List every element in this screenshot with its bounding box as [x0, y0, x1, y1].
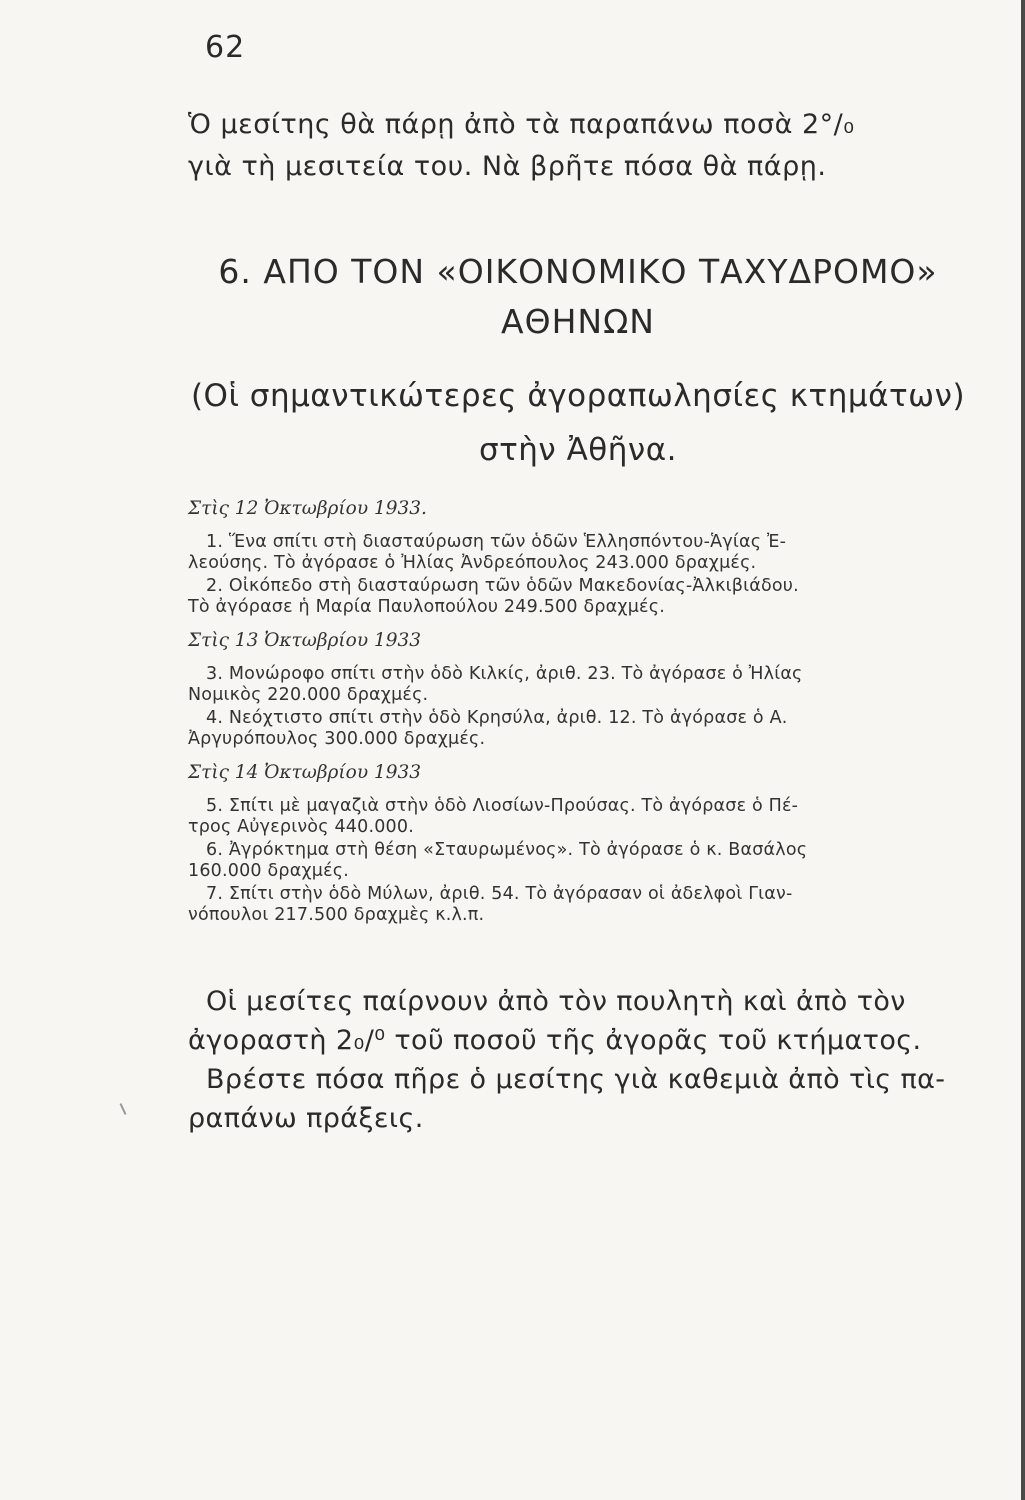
section-title: 6. ΑΠΟ ΤΟΝ «ΟΙΚΟΝΟΜΙΚΟ ΤΑΧΥΔΡΟΜΟ»: [218, 252, 938, 291]
entry-line: 2. Οἰκόπεδο στὴ διασταύρωση τῶν ὁδῶν Μακεδονίας-Ἀλκιβιάδου.: [206, 576, 799, 596]
date-group: [188, 762, 968, 926]
question-line: ἀγοραστὴ 2₀/⁰ τοῦ ποσοῦ τῆς ἀγορᾶς τοῦ κτήματος.: [188, 1025, 922, 1056]
entry-line: 4. Νεόχτιστο σπίτι στὴν ὁδὸ Κρησύλα, ἀριθ. 12. Τὸ ἀγόρασε ὁ Α.: [206, 708, 788, 728]
page-number: 62: [205, 30, 246, 65]
entry-line: 7. Σπίτι στὴν ὁδὸ Μύλων, ἀριθ. 54. Τὸ ἀγόρασαν οἱ ἀδελφοὶ Γιαν-: [206, 884, 793, 904]
list-item: [188, 708, 968, 750]
list-item: [188, 664, 968, 706]
entry-line: λεούσης. Τὸ ἀγόρασε ὁ Ἠλίας Ἀνδρεόπουλος 243.000 δραχμές.: [188, 553, 757, 573]
date-group: [188, 630, 968, 750]
question-line: Οἱ μεσίτες παίρνουν ἀπὸ τὸν πουλητὴ καὶ ἀπὸ τὸν: [206, 986, 906, 1017]
date-heading: Στὶς 12 Ὀκτωβρίου 1933.: [188, 498, 427, 519]
transactions-list: [188, 498, 968, 938]
entry-line: 1. Ἕνα σπίτι στὴ διασταύρωση τῶν ὁδῶν Ἑλλησπόντου-Ἁγίας Ἐ-: [206, 532, 787, 552]
list-item: [188, 884, 968, 926]
entry-line: τρος Αὐγερινὸς 440.000.: [188, 817, 414, 837]
list-item: [188, 532, 968, 574]
date-group: [188, 498, 968, 618]
date-heading: Στὶς 13 Ὀκτωβρίου 1933: [188, 630, 422, 651]
section-subtitle: (Οἱ σημαντικώτερες ἀγοραπωλησίες κτημάτων): [190, 378, 966, 414]
stray-pencil-mark: [120, 1103, 127, 1115]
intro-line: Ὁ μεσίτης θὰ πάρῃ ἀπὸ τὰ παραπάνω ποσὰ 2°/₀: [188, 109, 855, 140]
exercise-question: [188, 982, 978, 1138]
section-subtitle-second-line: στὴν Ἀθῆνα.: [478, 432, 678, 468]
intro-line: γιὰ τὴ μεσιτεία του. Νὰ βρῆτε πόσα θὰ πάρῃ.: [188, 151, 827, 182]
entry-line: νόπουλοι 217.500 δραχμὲς κ.λ.π.: [188, 905, 485, 925]
list-item: [188, 796, 968, 838]
question-line: Βρέστε πόσα πῆρε ὁ μεσίτης γιὰ καθεμιὰ ἀπὸ τὶς πα-: [206, 1064, 946, 1095]
entry-line: 5. Σπίτι μὲ μαγαζιὰ στὴν ὁδὸ Λιοσίων-Προύσας. Τὸ ἀγόρασε ὁ Πέ-: [206, 796, 799, 816]
entry-line: 3. Μονώροφο σπίτι στὴν ὁδὸ Κιλκίς, ἀριθ. 23. Τὸ ἀγόρασε ὁ Ἠλίας: [206, 664, 803, 684]
entry-line: Ἀργυρόπουλος 300.000 δραχμές.: [188, 729, 486, 749]
entry-line: 160.000 δραχμές.: [188, 861, 350, 881]
list-item: [188, 576, 968, 618]
section-title-second-line: ΑΘΗΝΩΝ: [501, 302, 655, 341]
date-heading: Στὶς 14 Ὀκτωβρίου 1933: [188, 762, 422, 783]
entry-line: Νομικὸς 220.000 δραχμές.: [188, 685, 429, 705]
question-line: ραπάνω πράξεις.: [188, 1103, 424, 1134]
intro-paragraph: [188, 104, 968, 188]
entry-line: Τὸ ἀγόρασε ἡ Μαρία Παυλοπούλου 249.500 δραχμές.: [188, 597, 665, 617]
list-item: [188, 840, 968, 882]
page-edge-shadow: [1021, 0, 1025, 1500]
entry-line: 6. Ἀγρόκτημα στὴ θέση «Σταυρωμένος». Τὸ ἀγόρασε ὁ κ. Βασάλος: [206, 840, 808, 860]
